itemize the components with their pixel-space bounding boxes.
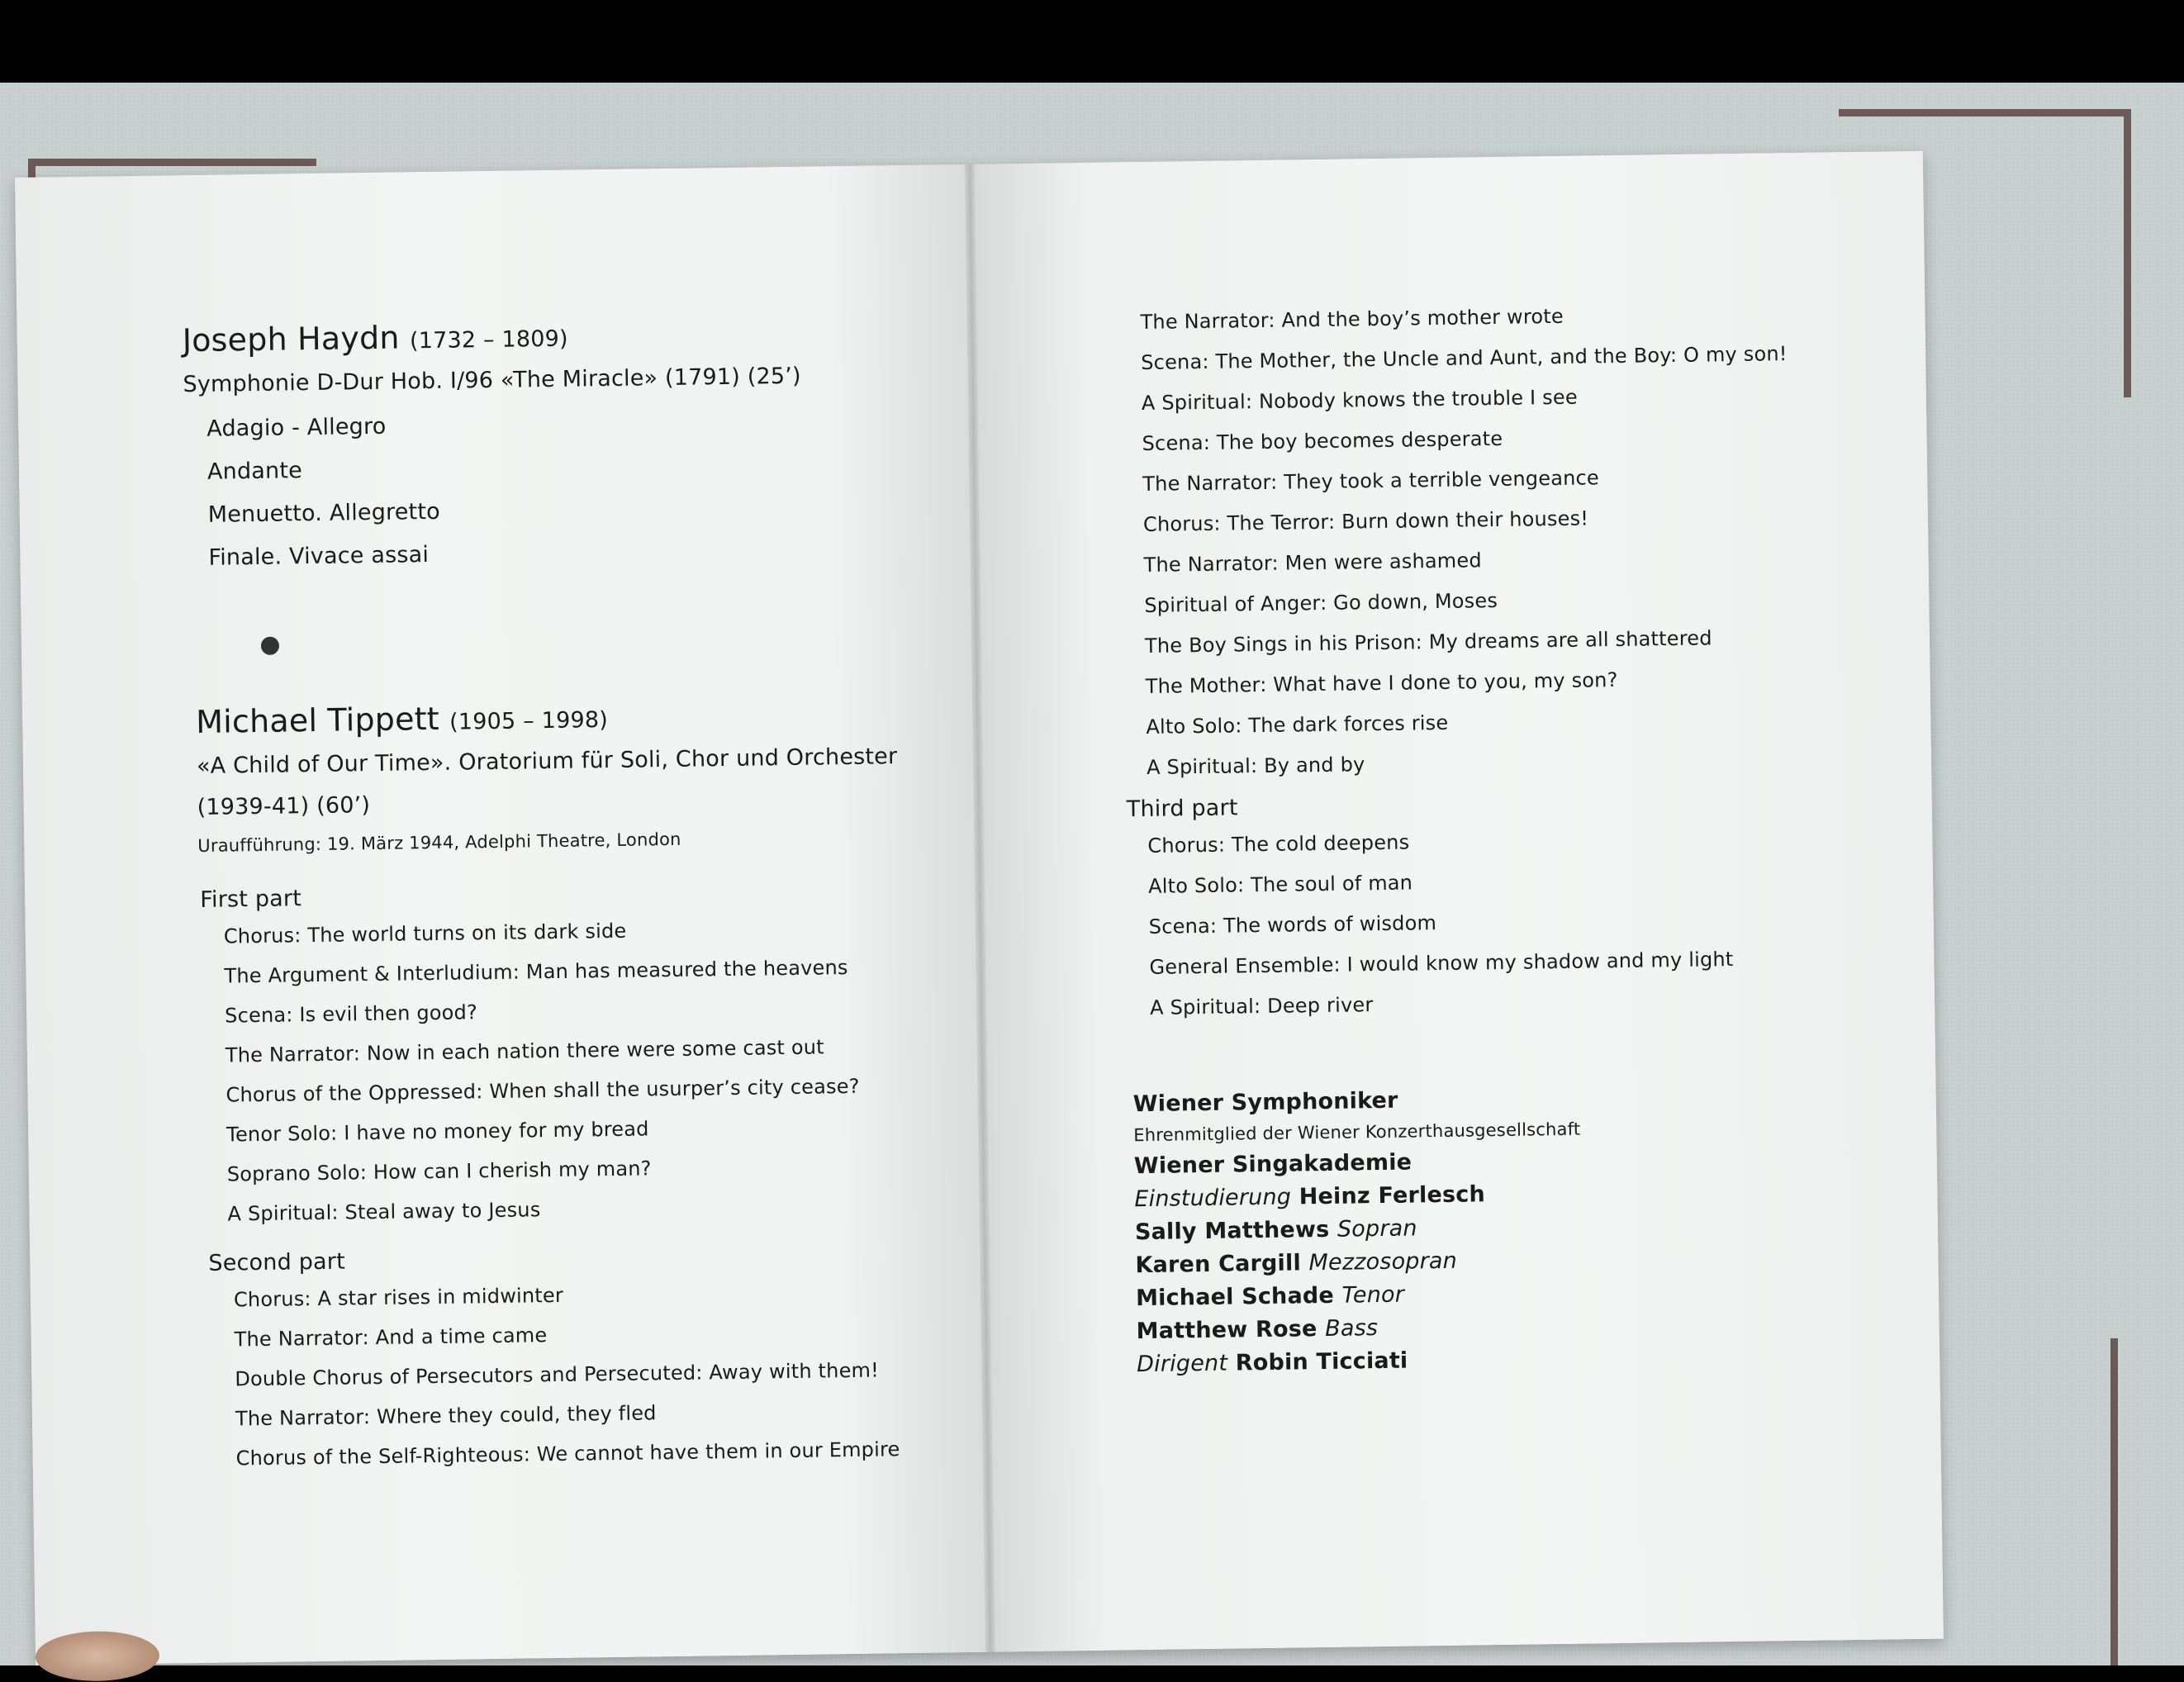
right-page <box>969 151 1944 1652</box>
separator-bullet <box>261 637 279 655</box>
work-title: «A Child of Our Time». Oratorium für Soli, Chor und Orchester <box>196 744 898 779</box>
list-item: A Spiritual: Deep river <box>1149 993 1374 1019</box>
list-item: The Mother: What have I done to you, my son? <box>1145 668 1618 698</box>
part-heading: Second part <box>208 1248 346 1276</box>
list-item: Soprano Solo: How can I cherish my man? <box>226 1157 652 1186</box>
list-item: The Argument & Interludium: Man has measured the heavens <box>224 956 848 988</box>
list-item: Alto Solo: The dark forces rise <box>1146 710 1449 739</box>
list-item: Chorus: The Terror: Burn down their houses! <box>1142 506 1589 536</box>
list-item: The Narrator: Where they could, they fled <box>235 1401 657 1431</box>
soloist-name: Karen Cargill <box>1135 1250 1302 1279</box>
soloist-role: Sopran <box>1337 1215 1417 1242</box>
conductor-role: Dirigent <box>1136 1350 1228 1378</box>
soloist-line <box>1135 1248 1457 1278</box>
list-item: Chorus of the Self-Righteous: We cannot have them in our Empire <box>235 1437 900 1471</box>
list-item: A Spiritual: Nobody knows the trouble I see <box>1141 385 1578 415</box>
list-item: General Ensemble: I would know my shadow and my light <box>1149 948 1734 979</box>
list-item: A Spiritual: Steal away to Jesus <box>227 1198 541 1226</box>
part-heading: First part <box>200 886 302 913</box>
list-item: Scena: The words of wisdom <box>1148 911 1437 938</box>
list-item: Chorus: A star rises in midwinter <box>233 1283 564 1312</box>
choir-director-name: Heinz Ferlesch <box>1299 1181 1486 1210</box>
movement: Menuetto. Allegretto <box>207 498 441 528</box>
choir-name: Wiener Singakademie <box>1133 1149 1412 1180</box>
soloist-name: Michael Schade <box>1135 1282 1335 1312</box>
soloist-role: Mezzosopran <box>1308 1247 1458 1276</box>
movement: Adagio - Allegro <box>207 413 387 442</box>
corner-bracket-bottom-right <box>2110 1338 2118 1665</box>
composer-heading-haydn <box>182 317 567 359</box>
list-item: Scena: The Mother, the Uncle and Aunt, and the Boy: O my son! <box>1141 342 1788 374</box>
choir-director-line <box>1134 1181 1485 1212</box>
movement: Finale. Vivace assai <box>208 542 430 571</box>
list-item: The Narrator: And a time came <box>234 1323 548 1352</box>
choir-director-role: Einstudierung <box>1134 1184 1292 1213</box>
thumb <box>36 1631 160 1682</box>
list-item: Chorus: The cold deepens <box>1147 830 1410 858</box>
program-booklet <box>15 151 1944 1665</box>
soloist-line <box>1136 1282 1404 1312</box>
composer-name: Michael Tippett <box>195 700 440 741</box>
orchestra-name: Wiener Symphoniker <box>1132 1087 1398 1118</box>
list-item: Spiritual of Anger: Go down, Moses <box>1144 588 1498 617</box>
soloist-role: Bass <box>1324 1315 1379 1342</box>
list-item: Double Chorus of Persecutors and Persecuted: Away with them! <box>235 1358 880 1391</box>
conductor-line <box>1137 1348 1408 1378</box>
composer-name: Joseph Haydn <box>182 319 400 359</box>
work-title: Symphonie D-Dur Hob. I/96 «The Miracle» (1791) (25’) <box>183 363 802 398</box>
soloist-name: Matthew Rose <box>1136 1316 1318 1345</box>
soloist-name: Sally Matthews <box>1134 1216 1330 1246</box>
list-item: The Narrator: And the boy’s mother wrote <box>1140 304 1564 334</box>
composer-dates: (1732 – 1809) <box>409 325 568 354</box>
movement: Andante <box>207 458 303 485</box>
list-item: Chorus of the Oppressed: When shall the usurper’s city cease? <box>226 1074 860 1107</box>
composer-heading-tippett <box>196 698 608 740</box>
composer-dates: (1905 – 1998) <box>449 707 609 735</box>
list-item: Scena: Is evil then good? <box>224 1000 478 1028</box>
soloist-role: Tenor <box>1341 1281 1405 1309</box>
part-heading: Third part <box>1126 795 1238 823</box>
soloist-line <box>1136 1315 1378 1344</box>
orchestra-note: Ehrenmitglied der Wiener Konzerthausgesellschaft <box>1133 1119 1581 1146</box>
soloist-line <box>1135 1215 1417 1245</box>
premiere-note: Uraufführung: 19. März 1944, Adelphi Theatre, London <box>197 829 681 856</box>
conductor-name: Robin Ticciati <box>1235 1347 1408 1376</box>
list-item: A Spiritual: By and by <box>1146 753 1365 779</box>
list-item: Chorus: The world turns on its dark side <box>223 919 627 948</box>
list-item: Scena: The boy becomes desperate <box>1142 426 1503 455</box>
list-item: Alto Solo: The soul of man <box>1147 871 1413 898</box>
work-title-line2: (1939-41) (60’) <box>197 792 371 820</box>
list-item: The Narrator: Now in each nation there were some cast out <box>225 1035 824 1067</box>
list-item: The Narrator: They took a terrible vengeance <box>1142 466 1600 496</box>
left-page <box>15 164 990 1665</box>
list-item: The Boy Sings in his Prison: My dreams are all shattered <box>1144 626 1712 658</box>
list-item: The Narrator: Men were ashamed <box>1143 549 1482 577</box>
list-item: Tenor Solo: I have no money for my bread <box>226 1117 649 1147</box>
